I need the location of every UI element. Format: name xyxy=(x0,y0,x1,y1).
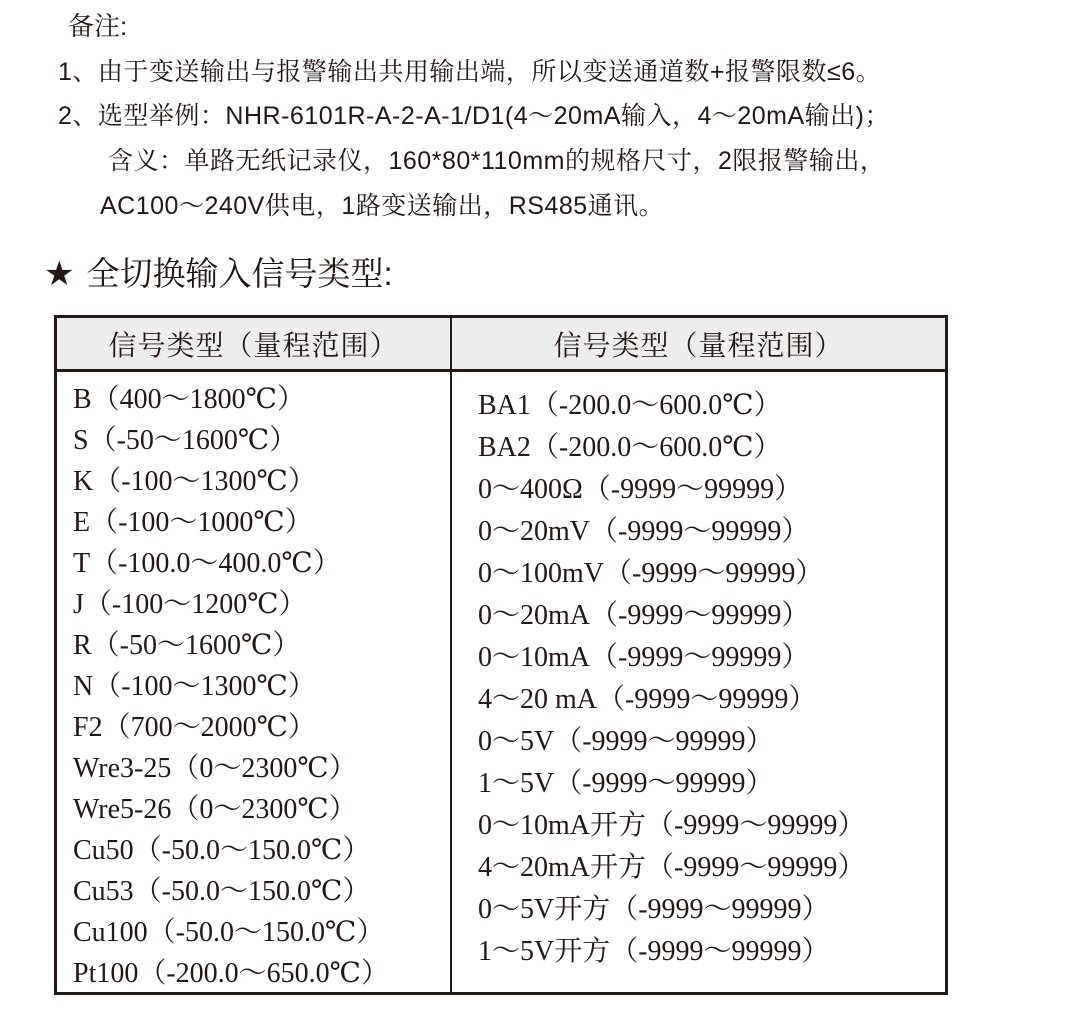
table-row: 1～5V（-9999～99999） xyxy=(478,768,774,799)
table-row: F2（700～2000℃） xyxy=(73,712,316,743)
table-row: 0～10mA（-9999～99999） xyxy=(478,642,810,673)
table-row: BA1（-200.0～600.0℃） xyxy=(478,390,782,421)
section-heading xyxy=(44,248,393,295)
table-column-left xyxy=(57,372,452,992)
table-row: J（-100～1200℃） xyxy=(73,589,307,620)
table-row: T（-100.0～400.0℃） xyxy=(73,548,341,579)
table-row: B（400～1800℃） xyxy=(73,384,305,415)
table-column-right xyxy=(452,372,945,992)
section-heading-label: 全切换输入信号类型: xyxy=(86,255,393,292)
table-row: 0～100mV（-9999～99999） xyxy=(478,558,824,589)
table-row: Wre3-25（0～2300℃） xyxy=(73,753,357,784)
note-item-2-line-1: 2、选型举例：NHR-6101R-A-2-A-1/D1(4～20mA输入，4～20mA输出)； xyxy=(58,102,890,130)
table-row: 0～5V开方（-9999～99999） xyxy=(478,894,830,925)
table-row: 4～20mA开方（-9999～99999） xyxy=(478,852,866,883)
table-row: S（-50～1600℃） xyxy=(73,425,298,456)
table-row: K（-100～1300℃） xyxy=(73,466,316,497)
note-item-2-line-2: 含义：单路无纸记录仪，160*80*110mm的规格尺寸，2限报警输出， xyxy=(108,147,886,175)
table-row: 0～10mA开方（-9999～99999） xyxy=(478,810,866,841)
table-row: R（-50～1600℃） xyxy=(73,630,301,661)
table-row: Cu100（-50.0～150.0℃） xyxy=(73,917,385,948)
table-row: 1～5V开方（-9999～99999） xyxy=(478,936,830,967)
note-item-1: 1、由于变送输出与报警输出共用输出端，所以变送通道数+报警限数≤6。 xyxy=(58,58,882,86)
star-icon: ★ xyxy=(44,255,75,293)
table-row: 4～20 mA（-9999～99999） xyxy=(478,684,817,715)
table-row: 0～400Ω（-9999～99999） xyxy=(478,474,803,505)
table-body xyxy=(57,372,945,992)
table-header-row xyxy=(57,318,945,372)
table-header-cell-right: 信号类型（量程范围） xyxy=(553,330,844,362)
table-row: 0～20mA（-9999～99999） xyxy=(478,600,810,631)
table-row: Cu50（-50.0～150.0℃） xyxy=(73,835,371,866)
table-row: Pt100（-200.0～650.0℃） xyxy=(73,958,389,989)
table-row: E（-100～1000℃） xyxy=(73,507,313,538)
table-header-cell-left: 信号类型（量程范围） xyxy=(57,318,452,369)
signal-type-table xyxy=(54,315,948,995)
table-row: Cu53（-50.0～150.0℃） xyxy=(73,876,371,907)
note-item-2-line-3: AC100～240V供电，1路变送输出，RS485通讯。 xyxy=(100,192,665,220)
table-row: N（-100～1300℃） xyxy=(73,671,316,702)
table-row: 0～20mV（-9999～99999） xyxy=(478,516,810,547)
table-row: Wre5-26（0～2300℃） xyxy=(73,794,357,825)
table-row: 0～5V（-9999～99999） xyxy=(478,726,774,757)
table-row: BA2（-200.0～600.0℃） xyxy=(478,432,782,463)
notes-title: 备注: xyxy=(68,11,128,41)
